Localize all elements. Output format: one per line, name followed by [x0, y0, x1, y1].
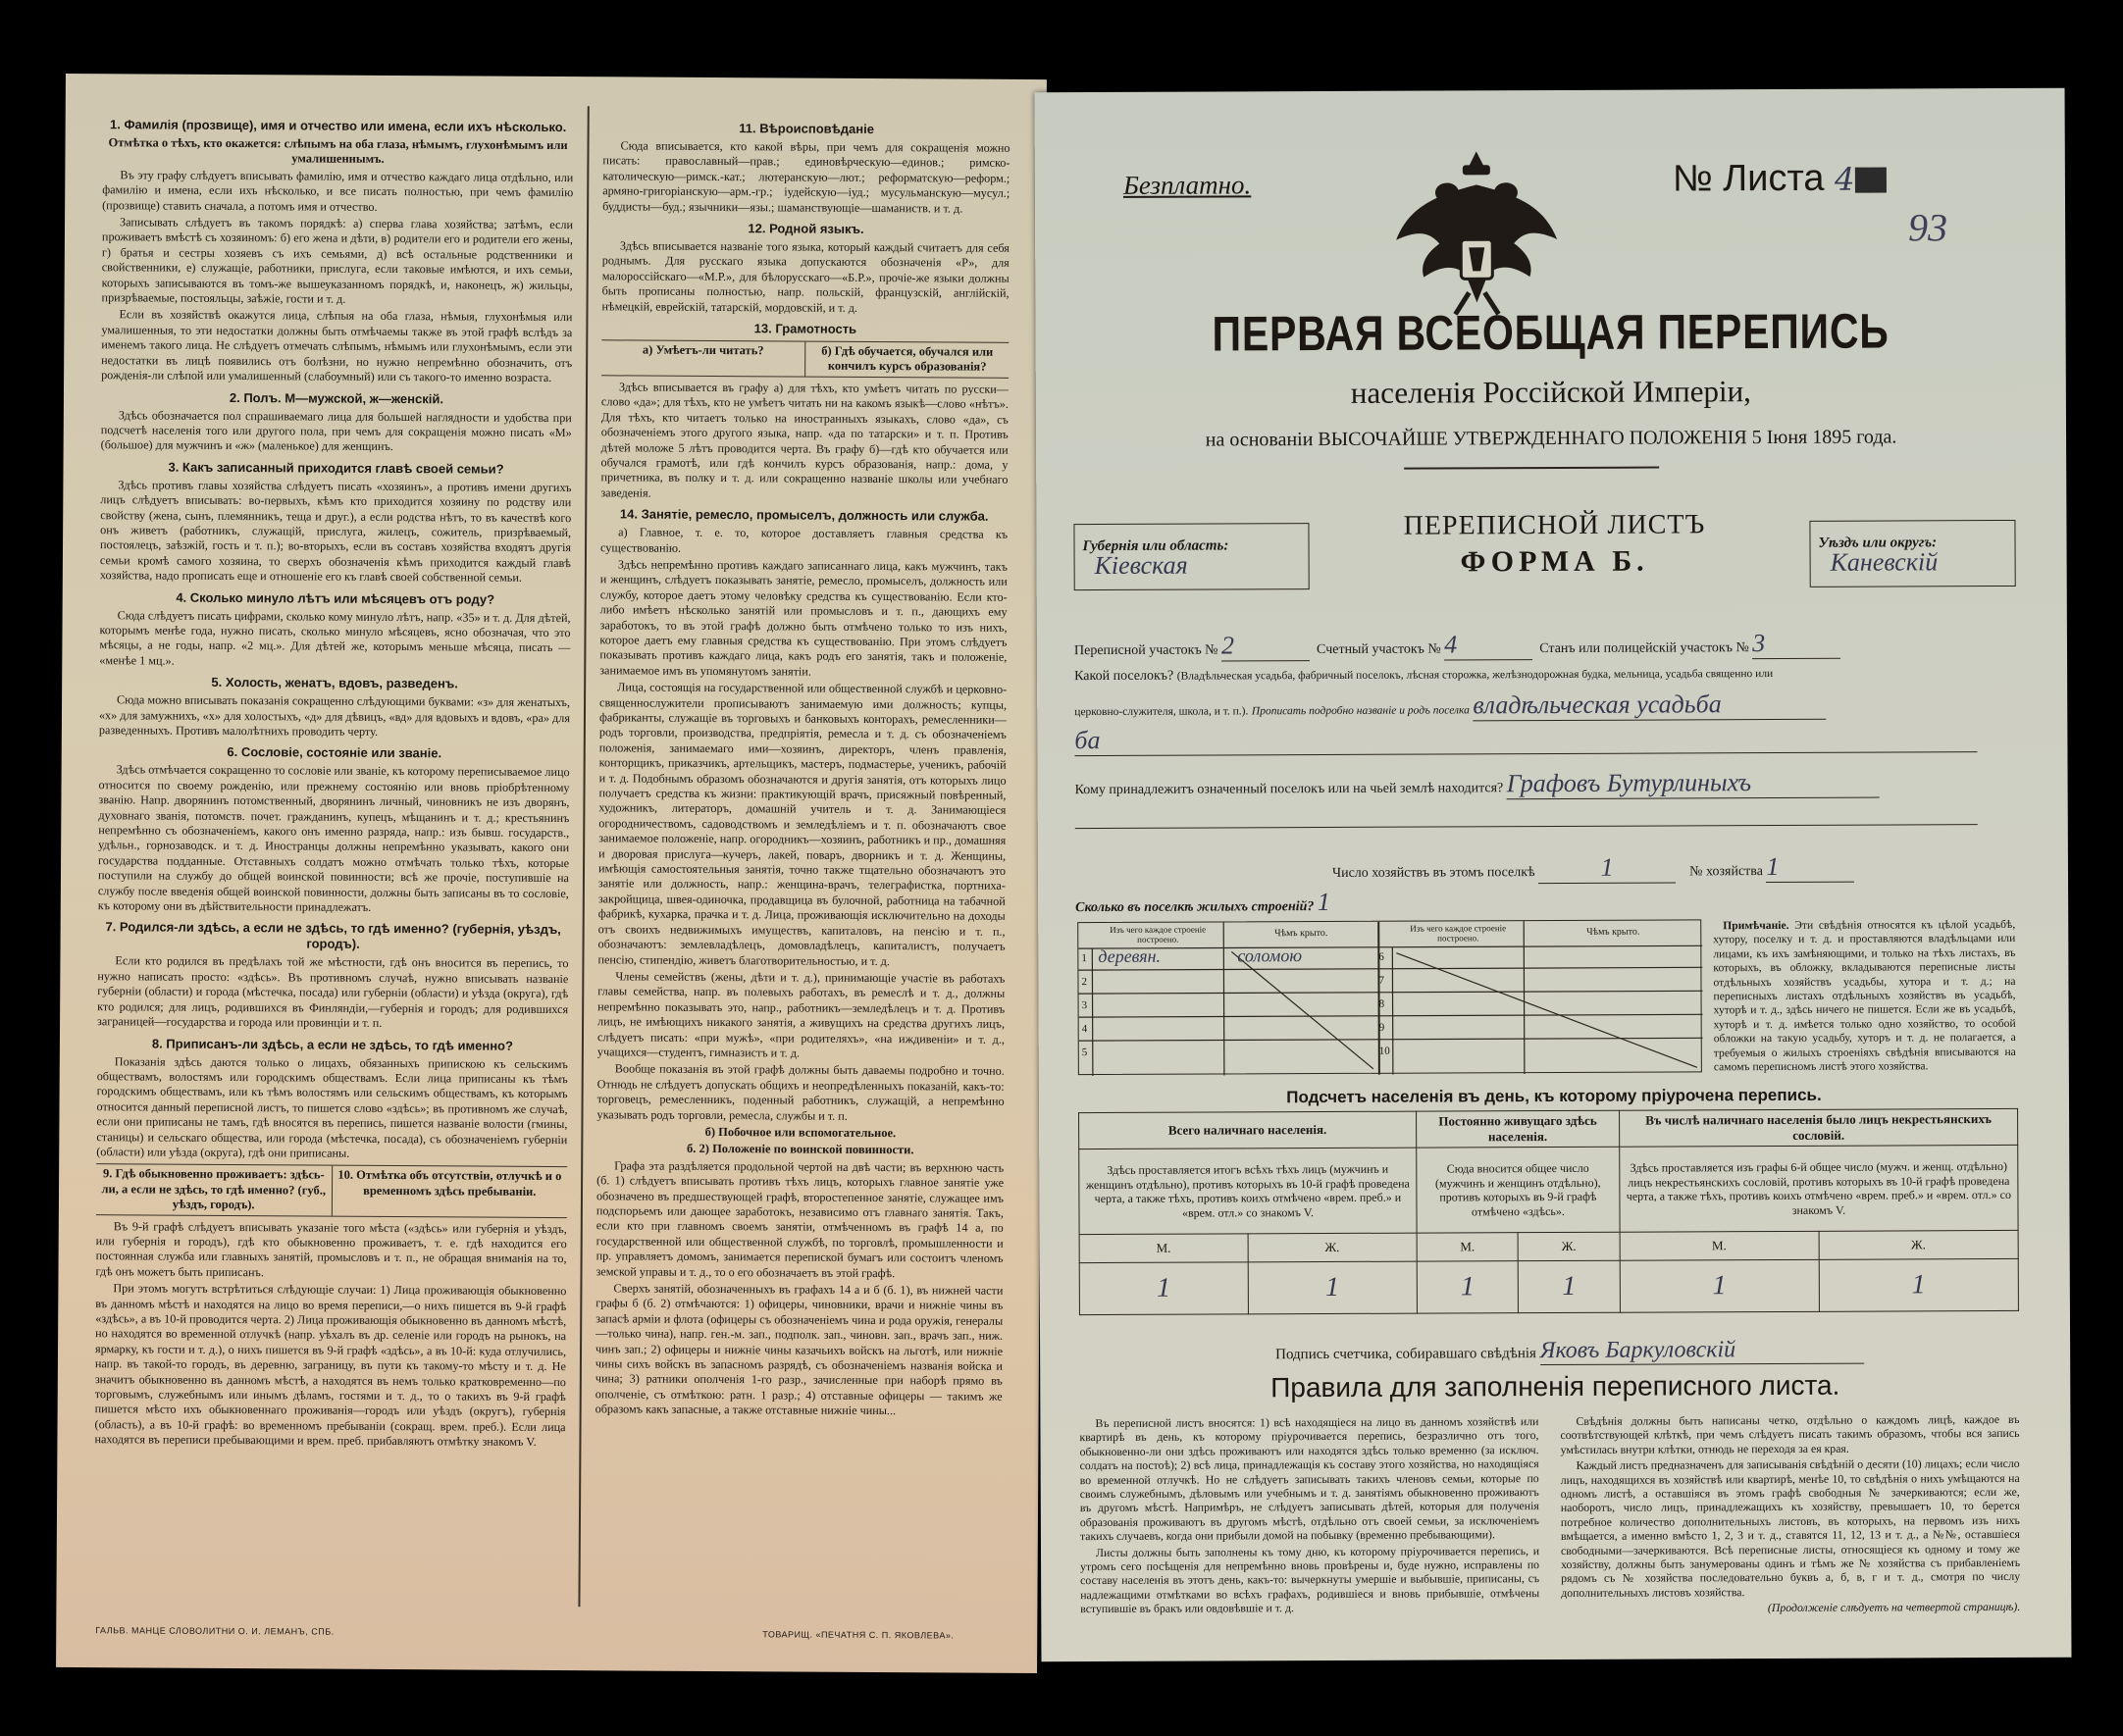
printer-footer-right: ТОВАРИЩ. «ПЕЧАТНЯ С. П. ЯКОВЛЕВА». [762, 1629, 955, 1641]
settlement-hint: (Владѣльческая усадьба, фабричный поселокъ, лѣсная сторожка, желѣзнодорожная будка, мельница, усадьба священно или [1176, 668, 1774, 683]
printer-footer-left: ГАЛЬВ. МАНЦЕ СЛОВОЛИТНИ О. И. ЛЕМАНЪ, СПБ. [95, 1625, 335, 1637]
census-precinct-value: 2 [1221, 631, 1310, 661]
instruction-paragraph: Если кто родился въ предѣлахъ той же мѣстности, гдѣ онъ вносится въ перепись, то нужно написать просто: «здѣсь». Въ противномъ случаѣ, нужно вписывать названіе губерніи (области) и города (мѣстечка, посада) или губерніи (области) и уѣзда (округа), гдѣ кто родился; для лицъ, родившихся въ Финляндіи,—губернія и городъ; для родившихся заграницей—государства и города или провинціи и т. п. [97, 953, 569, 1031]
building-1-roof: соломою [1237, 945, 1303, 966]
sheet-number [1673, 158, 1887, 201]
settlement-row-3 [1074, 722, 1977, 756]
count-header-non-peasant: Въ числѣ наличнаго населенія было лицъ некрестьянскихъ сословій. [1619, 1108, 2017, 1147]
section-subheading: б. 2) Положеніе по воинской повинности. [687, 1142, 914, 1157]
signature-label: Подпись счетчика, собиравшаго свѣдѣнія [1275, 1346, 1536, 1363]
buildings-header-roof-2: Чѣмъ крыто. [1586, 926, 1640, 938]
instructions-column-1 [94, 111, 573, 1453]
buildings-value: 1 [1317, 887, 1330, 917]
title-divider [1404, 467, 1659, 470]
population-count-table [1078, 1108, 2019, 1315]
instruction-paragraph: Здѣсь вписывается въ графу а) для тѣхъ, кто умѣетъ читать по русски—слово «да»; для тѣхъ, кто не умѣетъ читать ни на какомъ языкѣ—слово «нѣтъ». Для тѣхъ, кто читаетъ только на иностранныхъ языкахъ, слово «да», съ обозначеніемъ этого другого языка, напр. «да по татарски» и т. п. Противъ дѣтей моложе 5 лѣтъ проводится черта. Въ графу б)—гдѣ кто обучается или обучался грамотѣ, или гдѣ кончилъ курсъ образованія, напр.: дома, у причетника, въ полку и т. д. или сокращенно названіе школы или учебнаго заведенія. [600, 380, 1010, 500]
column-heading: 10. Отмѣтка объ отсутствіи, отлучкѣ и о временномъ здѣсь пребываніи. [337, 1168, 562, 1199]
sex-female-header: Ж. [1819, 1230, 2019, 1259]
building-row-number: 10 [1378, 1045, 1390, 1057]
sheet-number-label: № Листа [1672, 157, 1825, 200]
instruction-paragraph: Здѣсь вписывается названіе того языка, который каждый считаетъ для себя роднымъ. Для русскаго языка допускаются обозначенія «Р», для малороссійскаго—«М.Р.», для бѣлорусскаго—«Б.Р.», прочіе-же языки должны быть прописаны полностью, напр. польскій, французскій, англійскій, нѣмецкій, еврейскій, татарскій, мордовскій, и т. д. [601, 238, 1010, 315]
count-desc-non-peasant: Здѣсь проставляется изъ графы 6-й общее число (мужч. и женщ. отдѣльно) лицъ некрестьянскихъ сословій, противъ которыхъ въ 10-й графѣ проведена черта, а также тѣхъ, противъ коихъ отмѣчено «врем. преб.» и «врем. отл.» со знакомъ V. [1620, 1145, 2018, 1232]
settlement-value: владѣльческая усадьба [1473, 689, 1826, 722]
instruction-paragraph: Графа эта раздѣляется продольной чертой на двѣ части; въ верхнюю часть (б. 1) слѣдуетъ вписывать противъ тѣхъ лицъ, которыхъ главное занятіе уже обозначено въ предшествующей графѣ, второстепенное занятіе, служащее имъ подспорьемъ или дающее заработокъ, независимо отъ главнаго занятія. Такъ, если кто при главномъ своемъ занятіи, отмѣченномъ въ графѣ 14 а, по государственной или общественной службѣ, по торговлѣ, промышленности и пр. управляетъ домомъ, занимается перепиской бумагъ или состоитъ членомъ земской управы и т. д., то о его обозначаетъ въ этой графѣ. [595, 1158, 1005, 1280]
census-basis: на основаніи ВЫСОЧАЙШЕ УТВЕРЖДЕННАГО ПОЛОЖЕНІЯ 5 Іюня 1895 года. [1205, 426, 1897, 451]
province-value: Кіевская [1094, 550, 1188, 581]
instruction-paragraph: Въ 9-й графѣ слѣдуетъ вписывать указаніе того мѣста («здѣсь» или губернія и уѣздъ, или губернія и городъ), гдѣ кто обыкновенно проживаетъ, т. е. гдѣ находится его постоянная служба или главныхъ занятій, промысловъ и т. п., не обращая вниманія на то, гдѣ онъ можетъ быть приписанъ. [95, 1218, 567, 1279]
ink-mark [1854, 167, 1886, 192]
columns-9-10-heading [96, 1164, 567, 1218]
instruction-paragraph: Здѣсь непремѣнно противъ каждаго записаннаго лица, какъ мужчинъ, такъ и женщинъ, слѣдуетъ показывать занятіе, ремесло, промыселъ, должность или службу, которое даетъ этому человѣку средства къ существованію. Если кто-либо имѣетъ нѣсколько занятій или промысловъ и т. п., дающихъ ему заработокъ, то въ этой графѣ должно быть отмѣчено только то изъ нихъ, которое даетъ ему главныя средства къ существованію. При этомъ слѣдуетъ показывать противъ каждаго лица, какъ родъ его занятія, такъ и положеніе, занимаемое имъ въ упомянутомъ занятіи. [599, 557, 1008, 679]
rules-column-2 [1560, 1412, 2020, 1618]
settlement-label: Какой поселокъ? [1074, 668, 1174, 685]
instruction-paragraph: Сюда можно вписывать показанія сокращенно слѣдующими буквами: «з» для женатыхъ, «х» для замужнихъ, «х» для холостыхъ, «д» для дѣвицъ, «вд» для вдовыхъ и вдовъ, «ра» для разведенныхъ. Противъ малолѣтнихъ проводить черту. [98, 692, 571, 739]
census-form-page [1035, 88, 2072, 1662]
building-row-number: 1 [1081, 952, 1087, 965]
sex-female-header: Ж. [1248, 1233, 1417, 1262]
building-row-number: 2 [1081, 976, 1087, 989]
count-header-resident: Постоянно живущаго здѣсь населенія. [1417, 1110, 1620, 1148]
district-value: Каневскій [1830, 547, 1939, 577]
settlement-row [1074, 666, 1773, 685]
instruction-paragraph: Лица, состоящія на государственной или общественной службѣ и церковно-священнослужители прописываютъ занимаемую ими должность; купцы, фабриканты, служащіе въ торговыхъ и банковыхъ конторахъ, ремесленники—родъ торговли, производства, предпріятія, ремесла и т. д. съ обозначеніемъ положенія, занимаемаго ими—хозяинъ, директоръ, членъ правленія, конторщикъ, приказчикъ, артельщикъ, мастеръ, подмастерье, ученикъ, рабочій и т. д. Подобнымъ образомъ обозначаются и другія занятія, отъ которыхъ лицо получаетъ средства къ жизни: практикующій врачъ, присяжный повѣренный, художникъ, литераторъ, домашній учитель и т. д. Занимающіеся огородничествомъ, садоводствомъ и земледѣліемъ и т. п. обозначаютъ свое занимаемое положеніе, напр. огородникъ—хозяинъ, работникъ и пр., домашняя и дворовая прислуга—кучеръ, лакей, поваръ, дворникъ и т. д. Женщины, имѣющія самостоятельныя занятія, точно также тщательно обозначаютъ это занятіе или должность, напр.: женщина-врачъ, телеграфистка, портниха-закройщица, швея-одиночка, продавщица въ булочной, работница на табачной фабрикѣ, кухарка, прачка и т. д. Лица, проживающія исключительно на доходы отъ своихъ недвижимыхъ имуществъ, капиталовъ, на пенсію и т. п., обозначаютъ: землевладѣлецъ, домовладѣлецъ, капиталистъ, получаетъ пенсію, стипендію, живетъ благотворительностью, и т. д. [597, 680, 1008, 968]
owner-label: Кому принадлежитъ означенный поселокъ или на чьей землѣ находится? [1074, 781, 1504, 798]
double-headed-eagle-icon [1390, 145, 1563, 323]
free-label: Безплатно. [1122, 170, 1252, 200]
count-value: 1 [1079, 1262, 1248, 1315]
signature-value: Яковъ Баркуловскій [1540, 1337, 1864, 1365]
instruction-paragraph: Члены семействъ (жены, дѣти и т. д.), принимающіе участіе въ работахъ главы семейства, напр. въ полевыхъ работахъ, въ ремеслѣ и т. д., должны непремѣнно показывать это, напр., работникъ—земледѣлецъ и т. д. Противъ лицъ, не имѣющихъ никакого занятія, а живущихъ на средства другихъ лицъ, слѣдуетъ писать: «при мужѣ», «при родителяхъ», «на иждивеніи» и т. д., учащихся—студентъ, гимназистъ и т. д. [596, 969, 1006, 1060]
buildings-header-material: Изъ чего каждое строеніе построено. [1110, 924, 1207, 945]
column-heading: 9. Гдѣ обыкновенно проживаетъ: здѣсь-ли, а если не здѣсь, то гдѣ именно? (губ., уѣздъ, городъ). [96, 1165, 333, 1216]
form-title: ПЕРЕПИСНОЙ ЛИСТЪ [1403, 509, 1706, 541]
section-heading: 8. Приписанъ-ли здѣсь, а если не здѣсь, то гдѣ именно? [151, 1036, 514, 1053]
households-label: Число хозяйствъ въ этомъ поселкѣ [1331, 865, 1535, 881]
section-heading: 13. Грамотность [753, 321, 857, 336]
building-row-number: 7 [1378, 974, 1384, 987]
sheet-header [1073, 509, 2015, 590]
column-divider [578, 106, 589, 1607]
rule-paragraph: Листы должны быть заполнены къ тому дню, къ которому пріурочивается перепись, и утромъ сего посѣщенія для непремѣнно вновь провѣрены и, буде нужно, исправлены по составу населенія въ этотъ день, какъ-то: вычеркнуты умершіе и выбывшіе, приписаны, съ надлежащими отмѣтками во всѣхъ графахъ, родившіеся и вновь прибывшіе, отмѣчены вступившіе въ бракъ или овдовѣвшіе и т. д. [1080, 1543, 1540, 1616]
instruction-paragraph: Сюда слѣдуетъ писать цифрами, сколько кому минуло лѣтъ, напр. «35» и т. д. Для дѣтей, которымъ менѣе года, нужно писать, сколько минуло мѣсяцевъ, ясно обозначая, что это мѣсяцы, а не годы, напр. «2 мц.». Для дѣтей же, которымъ меньше мѣсяца, писать — «менѣе 1 мц.». [99, 607, 571, 668]
sex-male-header: М. [1417, 1233, 1518, 1261]
buildings-header-roof: Чѣмъ крыто. [1274, 928, 1328, 940]
rules-column-1 [1079, 1414, 1539, 1618]
instruction-paragraph: Показанія здѣсь даются только о лицахъ, обязанныхъ припискою къ сельскимъ обществамъ, волостямъ или городскимъ обществамъ. Если лица приписаны къ тѣмъ городскимъ обществамъ, или къ тѣмъ волостямъ или сельскимъ обществамъ, къ которымъ относится данный переписной листъ, то пишется слово «здѣсь»; въ противномъ же случаѣ, если они приписаны не тамъ, гдѣ вносятся въ перепись, пишется названіе волости (гмины, станицы) и сельскаго общества, или города (мѣстечка, посада), съ обозначеніемъ губерніи (области) или уѣзда (округа), гдѣ они приписаны. [96, 1053, 568, 1160]
enumerator-signature-row [1275, 1337, 1864, 1367]
count-desc-resident: Сюда вносится общее число (мужчинъ и женщинъ отдѣльно), противъ которыхъ въ 9-й графѣ отмѣчено «здѣсь». [1417, 1147, 1620, 1233]
owner-underline-row [1075, 804, 1978, 834]
rule-paragraph: Въ переписной листъ вносятся: 1) всѣ находящіеся на лицо въ данномъ хозяйствѣ или квартирѣ въ день, къ которому пріурочивается перепись, безразлично отъ того, обыкновенно-ли они здѣсь проживаютъ или находятся здѣсь только временно (за исключ. солдатъ на постоѣ); 2) всѣ лица, принадлежащія къ составу этого хозяйства, но находящіяся во временной отлучкѣ. Но не слѣдуетъ записывать такихъ членовъ семьи, которые по своимъ служебнымъ, дѣловымъ или учебнымъ и т. д. занятіямъ обыкновенно проживаютъ въ другомъ мѣстѣ. Напримѣръ, не слѣдуетъ записывать дѣтей, которыя для полученія образованія проживаютъ въ другомъ мѣстѣ, отдѣльно отъ своей семьи, за исключеніемъ такихъ случаевъ, когда они прибыли домой на побывку (временно пребывающими). [1079, 1414, 1539, 1544]
police-precinct-label: Станъ или полицейскій участокъ № [1539, 640, 1749, 657]
section-heading: 11. Вѣроисповѣданіе [739, 121, 875, 136]
instruction-paragraph: Здѣсь противъ главы хозяйства слѣдуетъ писать «хозяинъ», а противъ имени другихъ лицъ слѣдуетъ вписывать: во-первыхъ, кѣмъ кто приходится хозяину по родству или свойству (жена, сынъ, племянникъ, теща и друг.), а если родства нѣтъ, то въ качествѣ кого онъ живетъ (работникъ, служащій, прислуга, жилецъ, сожитель, призрѣваемый, постоялецъ, заѣзжій, гость и т. п.); во-вторыхъ, если въ составъ хозяйства входятъ другія семьи кромѣ самого хозяина, то сверхъ обозначенія кѣмъ приходится каждый главѣ хозяйства, надо прописать еще и отношеніе его къ главѣ своей собственной семьи. [99, 478, 572, 585]
instruction-paragraph: Здѣсь отмѣчается сокращенно то сословіе или званіе, къ которому переписываемое лицо относится по своему рожденію, или прежнему состоянію или вновь пріобрѣтенному званію. Напр. дворянинъ потомственный, дворянинъ личный, чиновникъ не изъ дворянъ, духовнаго званія, потомств. почет. гражданинъ, купецъ, мѣщанинъ и т. д.; крестьянинъ непремѣнно съ обозначеніемъ, какого онъ именно разряда, напр.: изъ бывш. государств., удѣльн., горнозаводск. и т. д. Иностранцы должны непремѣнно указывать, какого они государства подданные. Отставныхъ солдатъ можно отмѣчать только тѣхъ, которые поступили на службу до общей воинской повинности; всѣ же прочіе, поступившіе на службу после введенія общей воинской повинности, должны быть записаны въ то сословіе, къ которому они въ дѣйствительности принадлежатъ. [97, 762, 570, 914]
section-heading: 5. Холость, женатъ, вдовъ, разведенъ. [211, 675, 458, 691]
building-row-number: 8 [1378, 997, 1385, 1010]
buildings-header-material-2: Изъ чего каждое строеніе построено. [1410, 923, 1507, 944]
literacy-subheading: а) Умѣетъ-ли читать? [601, 340, 805, 376]
section-heading: 6. Сословіе, состояніе или званіе. [227, 744, 442, 761]
settlement-value-2: ба [1074, 722, 1977, 756]
district-label: Уѣздъ или округъ: [1818, 535, 1938, 551]
building-row-number: 9 [1378, 1021, 1385, 1034]
literacy-subheading: б) Гдѣ обучается, обучался или кончилъ курсъ образованія? [821, 343, 994, 375]
settlement-hint-2: церковно-служителя, школа, и т. п.). [1074, 705, 1249, 719]
count-desc-present: Здѣсь проставляется итогъ всѣхъ тѣхъ лицъ (мужчинъ и женщинъ отдѣльно), противъ которыхъ въ 10-й графѣ проведена черта, а также тѣхъ, противъ коихъ отмѣчено «врем. преб.» и «врем. отл.» со знакомъ V. [1079, 1148, 1417, 1235]
count-value: 1 [1248, 1261, 1418, 1314]
buildings-label: Сколько въ поселкѣ жилыхъ строеній? [1075, 899, 1315, 916]
building-row-number: 3 [1081, 999, 1088, 1012]
sex-male-header: М. [1079, 1234, 1248, 1263]
count-value: 1 [1620, 1259, 1819, 1312]
counting-precinct-label: Счетный участокъ № [1316, 641, 1441, 658]
building-row-number: 4 [1081, 1023, 1088, 1036]
households-value: 1 [1538, 852, 1676, 884]
precinct-row [1074, 629, 1840, 662]
rules-continuation: (Продолженіе слѣдуетъ на четвертой страницѣ). [1767, 1600, 2021, 1615]
section-heading: 3. Какъ записанный приходится главѣ своей семьи? [168, 459, 504, 477]
district-box [1809, 520, 2015, 587]
count-header-present: Всего наличнаго населенія. [1079, 1111, 1417, 1149]
note-text: Эти свѣдѣнія относятся къ цѣлой усадьбѣ, хутору, поселку и т. д. и проставляются владѣльцами или лицами, къ ихъ замѣняющими, и только на тѣхъ листахъ, въ которыхъ, въ обложку, вкладываются переписные листы отдѣльныхъ хозяйствъ усадьбы, хутора и т. д.; на переписныхъ листахъ отдѣльныхъ хозяйствъ въ усадьбѣ, хуторѣ и т. д., здѣсь ничего не пишется. Если же въ усадьбѣ, хуторѣ и т. д. имѣется только одно хозяйство, то особой обложки на такую усадьбу, хуторъ и т. д. не полагается, а требуемыя о жилыхъ строеніяхъ свѣдѣнія вписываются на самомъ переписномъ листѣ этого хозяйства. [1713, 917, 2016, 1074]
instructions-page [56, 74, 1047, 1673]
section-subheading: б) Побочное или вспомогательное. [704, 1124, 897, 1141]
section-heading: 7. Родился-ли здѣсь, а если не здѣсь, то гдѣ именно? (губернія, уѣздъ, городъ). [105, 919, 561, 952]
building-1-material: деревян. [1098, 945, 1162, 967]
sex-female-header: Ж. [1518, 1232, 1620, 1260]
instruction-paragraph: При этомъ могутъ встрѣтиться слѣдующіе случаи: 1) Лица проживающія обыкновенно въ данномъ мѣстѣ и находятся на лицо во время переписи,—о нихъ пишется въ 9-й графѣ «здѣсь», а въ 10-й проводится черта. 2) Лица проживающія обыкновенно въ данномъ мѣстѣ, но находятся во временной отлучкѣ (напр. уѣхалъ въ др. селеніе или городъ на рынокъ, на ярмарку, къ гости и т. д.), о нихъ пишется въ 9-й графѣ «здѣсь», а въ 10-й: куда отлучились, напр. въ такой-то городъ, въ деревню, заграницу, въ пути къ такому-то мѣсту и т. д. Не значитъ обыкновенно въ данномъ мѣстѣ, а находятся въ немъ только кратковременно—по торговымъ, служебнымъ или инымъ дѣламъ, гостями и т. д., то о такихъ въ 9-й графѣ пишется мѣсто ихъ обыкновеннаго проживанія—городъ или уѣздъ (округъ), губернія (область), а въ 10-й графѣ: во временномъ пребываніи (сокращ. врем. преб.). Если лица находятся въ переписи пребывающими и врем. преб. прибавляютъ отмѣтку знакомъ V. [94, 1281, 567, 1450]
population-count-title: Подсчетъ населенія въ день, къ которому пріурочена перепись. [1286, 1085, 1822, 1107]
buildings-table [1077, 919, 1702, 1075]
owner-row [1075, 768, 1880, 802]
owner-underline [1075, 804, 1978, 829]
literacy-columns [601, 339, 1009, 378]
instruction-paragraph: Вообще показанія въ этой графѣ должны быть даваемы подробно и точно. Отнюдь не слѣдуетъ допускать общихъ и неопредѣленныхъ показаній, какъ-то: торговецъ, ремесленникъ, поденный работникъ, служащій, а непремѣнно указывать родъ торговли, ремесла, службы и т. п. [596, 1061, 1005, 1123]
rule-paragraph: Каждый листъ предназначенъ для записыванія свѣдѣній о десяти (10) лицахъ; если число лицъ, находящихся въ хозяйствѣ или квартирѣ, менѣе 10, то свѣдѣнія о нихъ умѣщаются на одномъ листѣ, а оставшіяся въ этомъ графѣ свободныя № зачеркиваются; если же, наоборотъ, число лицъ, принадлежащихъ къ хозяйству, превышаетъ 10, то берется потребное количество дополнительныхъ листовъ, въ которыхъ, на первомъ изъ нихъ вмѣщается, а именно вмѣсто 1, 2, 3 и т. д., ставятся 11, 12, 13 и т. д., а №№, оставшіеся свободными—зачеркиваются. Всѣ переписные листы, относящіеся къ одному и тому же хозяйству, должны быть занумерованы одинъ и тѣмъ же № хозяйства съ прибавленіемъ рядомъ съ № хозяйства последовательно буквъ а, б, в, г и т. д., смотря по числу дополнительныхъ листовъ хозяйства. [1560, 1456, 2021, 1600]
section-subheading: Отмѣтка о тѣхъ, кто окажется: слѣпымъ на оба глаза, нѣмымъ, глухонѣмымъ или умалишеннымъ. [108, 135, 568, 167]
settlement-hint-3: Прописать подробно названіе и родъ поселка [1251, 704, 1470, 718]
household-number-value: 1 [1766, 852, 1854, 883]
section-heading: 2. Полъ. М—мужской, ж—женскій. [229, 389, 444, 406]
households-row [1332, 852, 1855, 885]
rules-title: Правила для заполненія переписного листа. [1270, 1369, 1840, 1404]
province-label: Губернія или область: [1082, 537, 1229, 555]
instruction-paragraph: Здѣсь обозначается пол спрашиваемаго лица для большей наглядности и удобства при подсчетѣ населенія того или другого пола, при чемъ для сокращенія можно писать «М» (большое) для мужчинъ и «ж» (маленькое) для женщинъ. [100, 407, 572, 454]
census-title: ПЕРВАЯ ВСЕОБЩАЯ ПЕРЕПИСЬ [1212, 303, 1890, 362]
instruction-paragraph: Если въ хозяйствѣ окажутся лица, слѣпыя на оба глаза, нѣмыя, глухонѣмыя или умалишенныя, то эти недостатки должны быть отмѣчаемы также въ этой графѣ вслѣдъ за именемъ такого лица. Не слѣдуетъ отмечать слѣпымъ, нѣмымъ или глухонѣмымъ, если эти недостатки въ лицѣ появились отъ болѣзни, но нужно непремѣнно обозначить, отъ рожденія-ли слѣпой или умалишенный (слабоумный) или съ такого-то именно возраста. [101, 307, 573, 385]
instruction-paragraph: а) Главное, т. е. то, которое доставляетъ главныя средства къ существованію. [599, 525, 1009, 555]
instructions-column-2 [595, 114, 1010, 1421]
sheet-number-handwritten: 4 [1834, 160, 1855, 198]
rule-paragraph: Свѣдѣнія должны быть написаны четко, отдѣльно о каждомъ лицѣ, каждое въ соотвѣтствующей клѣткѣ, при чемъ слѣдуетъ писать такимъ образомъ, чтобы вся запись умѣстилась внутри клѣтки, отнюдь не переходя за ея края. [1560, 1411, 2020, 1456]
settlement-row-2 [1074, 689, 1826, 723]
census-subtitle: населенія Россійской Имперіи, [1350, 374, 1751, 410]
section-heading: 14. Занятіе, ремесло, промыселъ, должность или служба. [619, 506, 989, 524]
count-value: 1 [1819, 1258, 2019, 1311]
buildings-row [1075, 888, 1330, 918]
instruction-paragraph: Сверхъ занятій, обозначенныхъ въ графахъ 14 а и б (б. 1), въ нижней части графы б (б. 2) отмѣчаются: 1) офицеры, чиновники, врачи и нижніе чины въ запасѣ арміи и флота (офицеры съ обозначеніемъ чина и рода оружія, генералы—только чина), напр. ген.-м. зап., подполк. зап., чиновн. зап., врачъ зап., ниж. чинъ зап.; 2) офицеры и нижніе чины казачьихъ войскъ на льготѣ, или нижніе чины сихъ войскъ въ запасномъ разрядѣ, съ обозначеніемъ названія войска и чина; 3) ратники ополченія 1-го разр., зачисленные при наборѣ прямо въ ополченіе, съ отмѣткою: ратн. 1 разр.; 4) отставные офицеры — такимъ же образомъ какъ запасные, а также отставные нижніе чины... [595, 1281, 1004, 1418]
instruction-paragraph: Сюда вписывается, кто какой вѣры, при чемъ для сокращенія можно писать: православный—прав.; единовѣрческую—единов.; римско-католическую—римск.-кат.; лютеранскую—лют.; реформатскую—реформ.; армяно-григоріанскую—арм.-гр.; іудейскую—іуд.; мусульманскую—мусул.; буддисты—буд.; язычники—язы.; шаманствующіе—шаманиств. и т. д. [602, 138, 1010, 216]
count-value: 1 [1417, 1261, 1518, 1313]
instruction-paragraph: Записывать слѣдуетъ въ такомъ порядкѣ: а) сперва глава хозяйства; затѣмъ, если проживаетъ вмѣстѣ съ хозяиномъ: б) его жена и дѣти, в) родители его и родители его жены, г) братья и сестры хозяевъ съ ихъ семьями, д) всѣ остальные родственники и свойственники, е) служащіе, работники, прислуга, если таковые имѣются, и ихъ семьи, которыхъ записываются въ томъ-же вышеуказанномъ порядкѣ, и, наконецъ, ж) жильцы, призрѣваемые, постояльцы, заѣжіе, гости и т. д. [101, 215, 574, 306]
count-value: 1 [1518, 1260, 1620, 1312]
form-subtitle: ФОРМА Б. [1460, 544, 1649, 579]
building-row-number: 6 [1378, 950, 1384, 963]
province-box [1073, 523, 1309, 590]
census-precinct-label: Переписной участокъ № [1073, 642, 1218, 659]
counting-precinct-value: 4 [1444, 630, 1532, 660]
section-heading: 4. Сколько минуло лѣтъ или мѣсяцевъ отъ роду? [176, 589, 495, 607]
section-heading: 12. Родной языкъ. [748, 221, 864, 236]
owner-value: Графовъ Бутурлиныхъ [1507, 768, 1880, 800]
instruction-paragraph: Въ эту графу слѣдуетъ вписывать фамилію, имя и отчество каждаго лица отдѣльно, или фамилію и имена, если ихъ нѣсколько, и все писать полностью, при чемъ фамилію (прозвище) ставить сначала, а потомъ имя и отчество. [102, 168, 574, 214]
buildings-note [1713, 918, 2016, 1075]
household-number-label: № хозяйства [1689, 864, 1763, 880]
building-row-number: 5 [1081, 1047, 1088, 1059]
sex-male-header: М. [1620, 1231, 1819, 1260]
handwritten-number: 93 [1908, 205, 1948, 250]
note-title: Примѣчаніе. [1723, 918, 1789, 933]
police-precinct-value: 3 [1752, 629, 1840, 659]
section-heading: 1. Фамилія (прозвище), имя и отчество или имена, если ихъ нѣсколько. [109, 117, 567, 135]
